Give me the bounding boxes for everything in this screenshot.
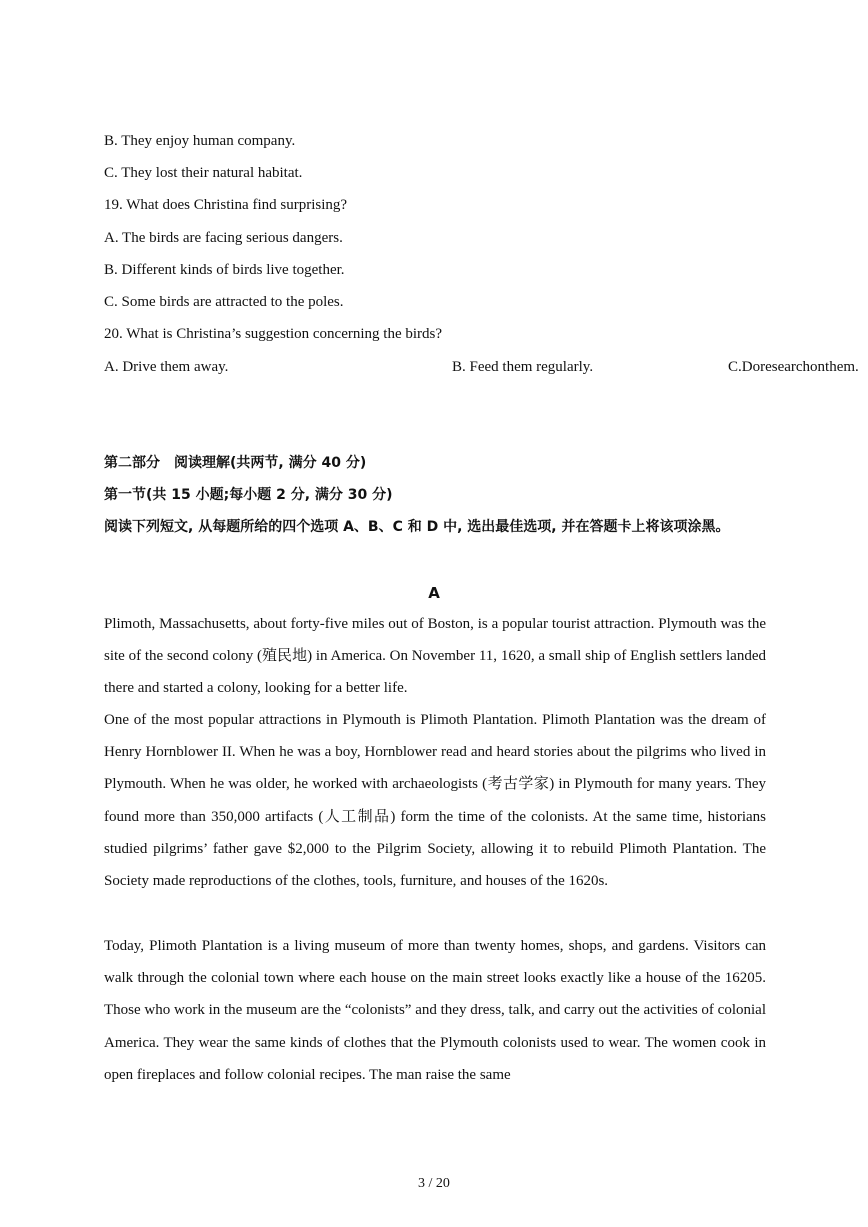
option-b-top: B. They enjoy human company. — [104, 133, 296, 149]
passage-paragraph-3: Today, Plimoth Plantation is a living museum of more than twenty homes, shops, and gardens. Visitors can walk through the colonial town where each house on the main street looks exactly like a house of the 16205. Those who work in the museum are the “colonists” and they dress, talk, and carry out the activities of colonial America. They wear the same kinds of clothes that the Plymouth colonists used to wear. The women cook in open fireplaces and follow colonial recipes. The man raise the same — [104, 938, 766, 1083]
passage-paragraph-1: Plimoth, Massachusetts, about forty-five miles out of Boston, is a popular tourist attraction. Plymouth was the site of the second colony (殖民地) in America. On November 11, 1620, a small ship of English settlers landed there and started a colony, looking for a better life. — [104, 616, 766, 697]
question-20: 20. What is Christina’s suggestion concerning the birds? — [104, 326, 443, 342]
question-19-option-b: B. Different kinds of birds live together. — [104, 262, 345, 278]
question-19-option-a: A. The birds are facing serious dangers. — [104, 230, 343, 246]
passage-label: A — [428, 584, 440, 602]
question-20-option-c: C.Doresearchonthem. — [728, 359, 859, 375]
option-c-top: C. They lost their natural habitat. — [104, 165, 303, 181]
question-20-options — [104, 357, 859, 377]
passage-paragraph-2: One of the most popular attractions in Plymouth is Plimoth Plantation. Plimoth Plantation was the dream of Henry Hornblower II. When he was a boy, Hornblower read and heard stories about the pilgrims who lived in Plymouth. When he was older, he worked with archaeologists (考古学家) in Plymouth for many years. They found more than 350,000 artifacts (人工制品) form the time of the colonists. At the same time, historians studied pilgrims’ father gave $2,000 to the Pilgrim Society, allowing it to rebuild Plimoth Plantation. The Society made reproductions of the clothes, tools, furniture, and houses of the 1620s. — [104, 712, 766, 890]
reading-instruction: 阅读下列短文, 从每题所给的四个选项 A、B、C 和 D 中, 选出最佳选项, 并在答题卡上将该项涂黑。 — [104, 519, 730, 535]
part-two-heading: 第二部分 阅读理解(共两节, 满分 40 分) — [104, 455, 367, 471]
question-20-option-b: B. Feed them regularly. — [452, 359, 594, 375]
question-19: 19. What does Christina find surprising? — [104, 197, 348, 213]
question-19-option-c: C. Some birds are attracted to the poles. — [104, 294, 344, 310]
section-one-heading: 第一节(共 15 小题;每小题 2 分, 满分 30 分) — [104, 487, 393, 503]
question-20-option-a: A. Drive them away. — [104, 359, 229, 375]
page-number: 3 / 20 — [418, 1176, 450, 1191]
